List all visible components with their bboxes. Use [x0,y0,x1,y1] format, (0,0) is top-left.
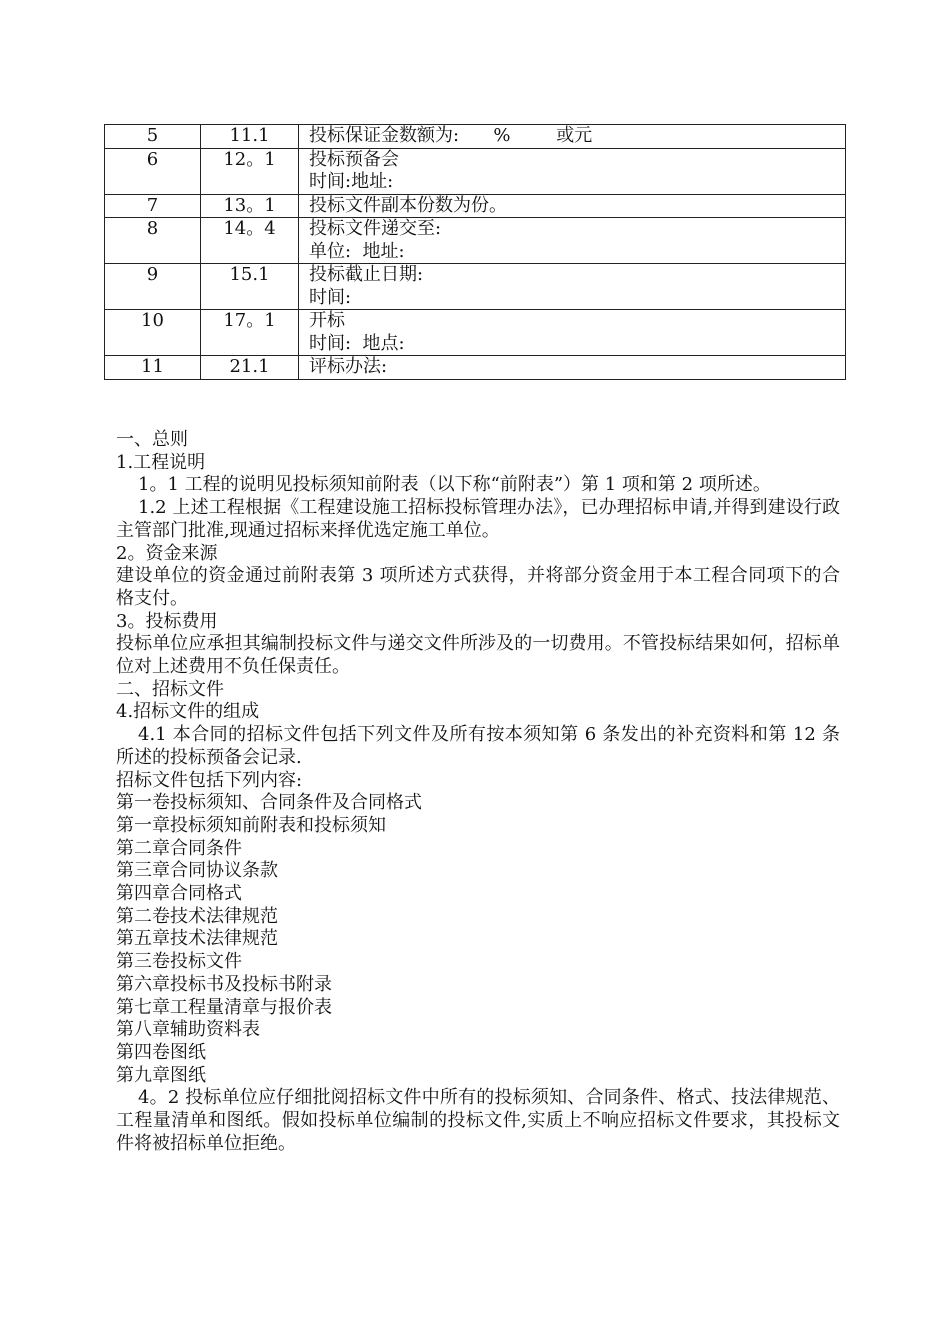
clause-number: 11.1 [201,125,299,149]
clause-number: 15.1 [201,264,299,310]
paragraph-2: 建设单位的资金通过前附表第 3 项所述方式获得，并将部分资金用于本工程合同项下的合格支付。 [116,565,840,609]
row-number: 11 [105,356,201,380]
table-row [105,148,846,194]
paragraph-4-2: 4。2 投标单位应仔细批阅招标文件中所有的投标须知、合同条件、格式、技法律规范、工程量清单和图纸。假如投标单位编制的投标文件,实质上不响应招标文件要求，其投标文件将被招标单位拒绝。 [116,1087,840,1154]
row-content [299,310,846,356]
section-heading-general: 一、总则 [116,429,188,450]
row-number: 6 [105,148,201,194]
content-line: 开标 [309,310,345,331]
row-content [299,264,846,310]
contents-item: 第二卷技术法律规范 [116,905,278,927]
row-number: 9 [105,264,201,310]
table-row [105,356,846,380]
row-content [299,356,846,380]
contents-item: 第七章工程量清章与报价表 [116,996,332,1018]
table-row [105,218,846,264]
contents-item: 第四卷图纸 [116,1041,206,1063]
content-line: 投标截止日期: [309,264,424,285]
contents-item: 第三卷投标文件 [116,951,242,973]
row-number: 10 [105,310,201,356]
content-line: 时间: 地点: [309,332,405,354]
content-line: 投标文件递交至: [309,218,442,239]
row-number: 5 [105,125,201,149]
row-content [299,218,846,264]
row-content [299,125,846,149]
contents-item: 第二章合同条件 [116,837,242,859]
content-line: 时间:地址: [309,171,394,192]
content-line: 投标预备会 [309,148,399,170]
bid-instructions-front-table [104,124,846,380]
content-line: 投标保证金数额为: % 或元 [309,125,593,146]
paragraph-1-1: 1。1 工程的说明见投标须知前附表（以下称“前附表”）第 1 项和第 2 项所述。 [138,474,771,496]
contents-item: 第三章合同协议条款 [116,860,278,882]
content-line: 时间: [309,286,352,308]
row-content [299,148,846,194]
content-line: 投标文件副本份数为份。 [309,194,507,216]
content-line: 评标办法: [309,356,388,377]
contents-item: 第八章辅助资料表 [116,1019,260,1041]
contents-item: 第五章技术法律规范 [116,928,278,950]
content-line: 单位: 地址: [309,240,405,262]
paragraph-4-1: 4.1 本合同的招标文件包括下列文件及所有按本须知第 6 条发出的补充资料和第 12 条所述的投标预备会记录. [116,724,840,768]
contents-intro: 招标文件包括下列内容: [116,769,303,791]
clause-number: 17。1 [201,310,299,356]
contents-item: 第一章投标须知前附表和投标须知 [116,814,386,836]
contents-item: 第四章合同格式 [116,883,242,905]
clause-number: 14。4 [201,218,299,264]
paragraph-3: 投标单位应承担其编制投标文件与递交文件所涉及的一切费用。不管投标结果如何，招标单位对上述费用不负任保责任。 [116,633,840,678]
contents-item: 第一卷投标须知、合同条件及合同格式 [116,792,422,814]
table-row [105,264,846,310]
document-body [116,429,840,1156]
paragraph-1-2: 1.2 上述工程根据《工程建设施工招标投标管理办法》，已办理招标申请,并得到建设行政主管部门批准,现通过招标来择优选定施工单位。 [116,497,840,541]
row-number: 7 [105,194,201,218]
clause-number: 21.1 [201,356,299,380]
clause-number: 13。1 [201,194,299,218]
contents-item: 第六章投标书及投标书附录 [116,973,332,995]
table-row [105,125,846,149]
subheading-funding-source: 2。资金来源 [116,542,218,564]
row-content [299,194,846,218]
subheading-bid-cost: 3。投标费用 [116,610,218,632]
table-row [105,194,846,218]
subheading-documents-composition: 4.招标文件的组成 [116,701,260,723]
clause-number: 12。1 [201,148,299,194]
contents-item: 第九章图纸 [116,1064,206,1086]
section-heading-tender-documents: 二、招标文件 [116,678,224,700]
subheading-project-description: 1.工程说明 [116,451,206,473]
table-row [105,310,846,356]
row-number: 8 [105,218,201,264]
